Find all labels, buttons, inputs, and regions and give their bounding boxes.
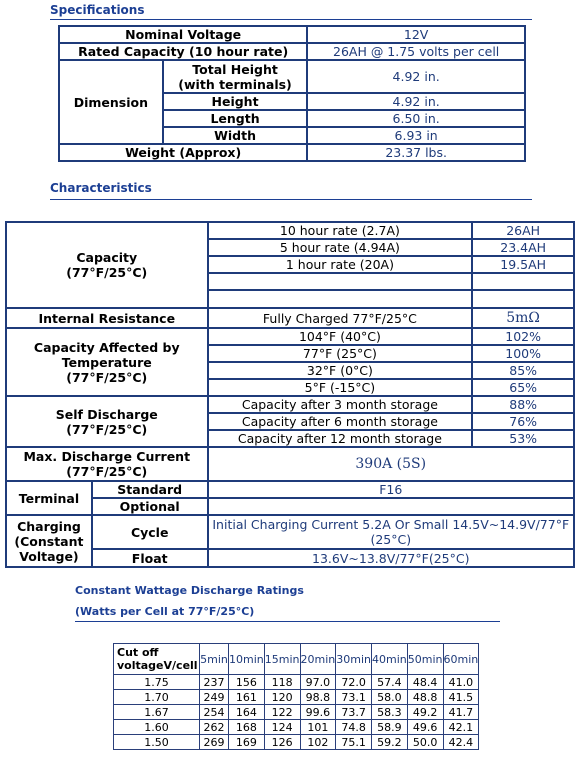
- wattage-cell: 169: [229, 735, 265, 750]
- wattage-table: [113, 643, 479, 750]
- max-discharge-label-line2: (77°F/25°C): [66, 464, 148, 479]
- column-header: 20min: [300, 644, 336, 675]
- temperature-label-line3: (77°F/25°C): [66, 369, 148, 385]
- wattage-cell: 269: [200, 735, 229, 750]
- table-row: [59, 144, 525, 161]
- charging-cycle-value: [208, 515, 574, 549]
- wattage-rule: [75, 621, 500, 622]
- cutoff-voltage-cell: 1.67: [114, 705, 200, 720]
- capacity-value: 23.4AH: [472, 239, 574, 256]
- capacity-label-line1: Capacity: [76, 250, 138, 265]
- self-discharge-condition: Capacity after 6 month storage: [208, 413, 473, 430]
- wattage-cell: 48.8: [407, 690, 443, 705]
- charging-cycle-line2: (25°C): [370, 532, 412, 547]
- table-row: [6, 308, 574, 328]
- temperature-condition: 32°F (0°C): [208, 362, 473, 379]
- height-label: Height: [163, 93, 307, 110]
- table-row: [114, 705, 479, 720]
- total-height-value: 4.92 in.: [307, 60, 525, 93]
- temperature-value: 100%: [472, 345, 574, 362]
- internal-resistance-label: Internal Resistance: [6, 308, 208, 328]
- max-discharge-label: [6, 447, 208, 481]
- wattage-cell: 262: [200, 720, 229, 735]
- charging-cycle-line1: Initial Charging Current 5.2A Or Small 14.5V~14.9V/77°F: [212, 517, 570, 532]
- wattage-cell: 122: [264, 705, 300, 720]
- table-row: [59, 60, 525, 93]
- height-value: 4.92 in.: [307, 93, 525, 110]
- wattage-subheading: (Watts per Cell at 77°F/25°C): [75, 605, 255, 618]
- wattage-cell: 49.2: [407, 705, 443, 720]
- temperature-condition: 77°F (25°C): [208, 345, 473, 362]
- charging-label-line2: (Constant: [14, 533, 84, 549]
- column-header: 30min: [336, 644, 372, 675]
- wattage-cell: 41.5: [443, 690, 479, 705]
- table-row: [59, 43, 525, 60]
- temperature-condition: 5°F (-15°C): [208, 379, 473, 396]
- table-row: [114, 720, 479, 735]
- wattage-cell: 41.7: [443, 705, 479, 720]
- terminal-optional-value: [208, 498, 574, 515]
- column-header: 15min: [264, 644, 300, 675]
- wattage-cell: 102: [300, 735, 336, 750]
- rated-capacity-label: Rated Capacity (10 hour rate): [59, 43, 307, 60]
- table-row: [6, 515, 574, 549]
- nominal-voltage-label: Nominal Voltage: [59, 26, 307, 43]
- max-discharge-value: 390A (5S): [208, 447, 574, 481]
- wattage-cell: 161: [229, 690, 265, 705]
- capacity-label-line2: (77°F/25°C): [66, 265, 148, 280]
- cutoff-voltage-header: [114, 644, 200, 675]
- cutoff-header-line2: voltageV/cell: [117, 659, 198, 672]
- temperature-value: 102%: [472, 328, 574, 345]
- self-discharge-value: 76%: [472, 413, 574, 430]
- capacity-rate: 1 hour rate (20A): [208, 256, 473, 273]
- characteristics-table: [5, 221, 575, 568]
- empty-cell: [208, 290, 473, 308]
- rated-capacity-value: 26AH @ 1.75 volts per cell: [307, 43, 525, 60]
- charging-float-label: Float: [92, 549, 208, 567]
- table-row: [59, 26, 525, 43]
- wattage-cell: 58.9: [372, 720, 408, 735]
- table-row: [114, 690, 479, 705]
- column-header: 5min: [200, 644, 229, 675]
- column-header: 10min: [229, 644, 265, 675]
- length-value: 6.50 in.: [307, 110, 525, 127]
- temperature-value: 65%: [472, 379, 574, 396]
- table-header-row: [114, 644, 479, 675]
- charging-label-line3: Voltage): [19, 548, 79, 564]
- charging-float-value: 13.6V~13.8V/77°F(25°C): [208, 549, 574, 567]
- charging-label-line1: Charging: [17, 518, 81, 534]
- wattage-cell: 58.0: [372, 690, 408, 705]
- wattage-cell: 58.3: [372, 705, 408, 720]
- wattage-cell: 97.0: [300, 675, 336, 690]
- wattage-cell: 57.4: [372, 675, 408, 690]
- wattage-cell: 101: [300, 720, 336, 735]
- wattage-cell: 168: [229, 720, 265, 735]
- wattage-cell: 249: [200, 690, 229, 705]
- table-row: [6, 447, 574, 481]
- dimension-label: Dimension: [59, 60, 163, 144]
- temperature-condition: 104°F (40°C): [208, 328, 473, 345]
- wattage-cell: 42.4: [443, 735, 479, 750]
- temperature-label: [6, 328, 208, 396]
- capacity-value: 26AH: [472, 222, 574, 239]
- table-row: [114, 675, 479, 690]
- column-header: 60min: [443, 644, 479, 675]
- wattage-cell: 237: [200, 675, 229, 690]
- terminal-standard-label: Standard: [92, 481, 208, 498]
- wattage-cell: 41.0: [443, 675, 479, 690]
- cutoff-voltage-cell: 1.70: [114, 690, 200, 705]
- self-discharge-label: [6, 396, 208, 447]
- total-height-label: [163, 60, 307, 93]
- wattage-cell: 99.6: [300, 705, 336, 720]
- wattage-heading: Constant Wattage Discharge Ratings: [75, 584, 304, 597]
- nominal-voltage-value: 12V: [307, 26, 525, 43]
- wattage-cell: 124: [264, 720, 300, 735]
- max-discharge-label-line1: Max. Discharge Current: [23, 449, 191, 464]
- column-header: 50min: [407, 644, 443, 675]
- table-row: [6, 396, 574, 413]
- table-row: [6, 222, 574, 239]
- cutoff-header-line1: Cut off: [117, 646, 159, 659]
- total-height-label-line1: Total Height: [192, 61, 278, 77]
- temperature-label-line2: Temperature: [61, 354, 152, 370]
- wattage-cell: 98.8: [300, 690, 336, 705]
- capacity-value: 19.5AH: [472, 256, 574, 273]
- wattage-cell: 72.0: [336, 675, 372, 690]
- terminal-standard-value: F16: [208, 481, 574, 498]
- empty-cell: [208, 273, 473, 290]
- characteristics-heading: Characteristics: [50, 181, 152, 195]
- charging-label: [6, 515, 92, 567]
- length-label: Length: [163, 110, 307, 127]
- capacity-rate: 5 hour rate (4.94A): [208, 239, 473, 256]
- specifications-table: [58, 25, 526, 162]
- characteristics-rule: [50, 199, 532, 200]
- width-label: Width: [163, 127, 307, 144]
- wattage-cell: 49.6: [407, 720, 443, 735]
- table-row: [114, 735, 479, 750]
- self-discharge-condition: Capacity after 3 month storage: [208, 396, 473, 413]
- wattage-cell: 118: [264, 675, 300, 690]
- specifications-rule: [50, 19, 532, 20]
- temperature-value: 85%: [472, 362, 574, 379]
- empty-cell: [472, 273, 574, 290]
- terminal-label: Terminal: [6, 481, 92, 515]
- wattage-cell: 59.2: [372, 735, 408, 750]
- wattage-cell: 126: [264, 735, 300, 750]
- weight-value: 23.37 lbs.: [307, 144, 525, 161]
- weight-label: Weight (Approx): [59, 144, 307, 161]
- width-value: 6.93 in: [307, 127, 525, 144]
- cutoff-voltage-cell: 1.50: [114, 735, 200, 750]
- table-row: [6, 498, 574, 515]
- self-discharge-condition: Capacity after 12 month storage: [208, 430, 473, 447]
- self-discharge-value: 53%: [472, 430, 574, 447]
- capacity-rate: 10 hour rate (2.7A): [208, 222, 473, 239]
- table-row: [6, 481, 574, 498]
- wattage-cell: 156: [229, 675, 265, 690]
- wattage-cell: 75.1: [336, 735, 372, 750]
- temperature-label-line1: Capacity Affected by: [33, 339, 180, 355]
- table-row: [6, 549, 574, 567]
- cutoff-voltage-cell: 1.75: [114, 675, 200, 690]
- charging-cycle-label: Cycle: [92, 515, 208, 549]
- wattage-cell: 74.8: [336, 720, 372, 735]
- wattage-cell: 50.0: [407, 735, 443, 750]
- wattage-cell: 73.1: [336, 690, 372, 705]
- table-row: [6, 328, 574, 345]
- terminal-optional-label: Optional: [92, 498, 208, 515]
- internal-resistance-value: 5mΩ: [472, 308, 574, 328]
- wattage-cell: 164: [229, 705, 265, 720]
- column-header: 40min: [372, 644, 408, 675]
- wattage-cell: 120: [264, 690, 300, 705]
- self-discharge-label-line1: Self Discharge: [55, 406, 158, 422]
- total-height-label-line2: (with terminals): [178, 76, 292, 92]
- empty-cell: [472, 290, 574, 308]
- wattage-cell: 254: [200, 705, 229, 720]
- capacity-label: [6, 222, 208, 308]
- wattage-cell: 42.1: [443, 720, 479, 735]
- self-discharge-value: 88%: [472, 396, 574, 413]
- wattage-cell: 73.7: [336, 705, 372, 720]
- cutoff-voltage-cell: 1.60: [114, 720, 200, 735]
- specifications-heading: Specifications: [50, 3, 145, 17]
- wattage-cell: 48.4: [407, 675, 443, 690]
- internal-resistance-condition: Fully Charged 77°F/25°C: [208, 308, 473, 328]
- self-discharge-label-line2: (77°F/25°C): [66, 421, 148, 437]
